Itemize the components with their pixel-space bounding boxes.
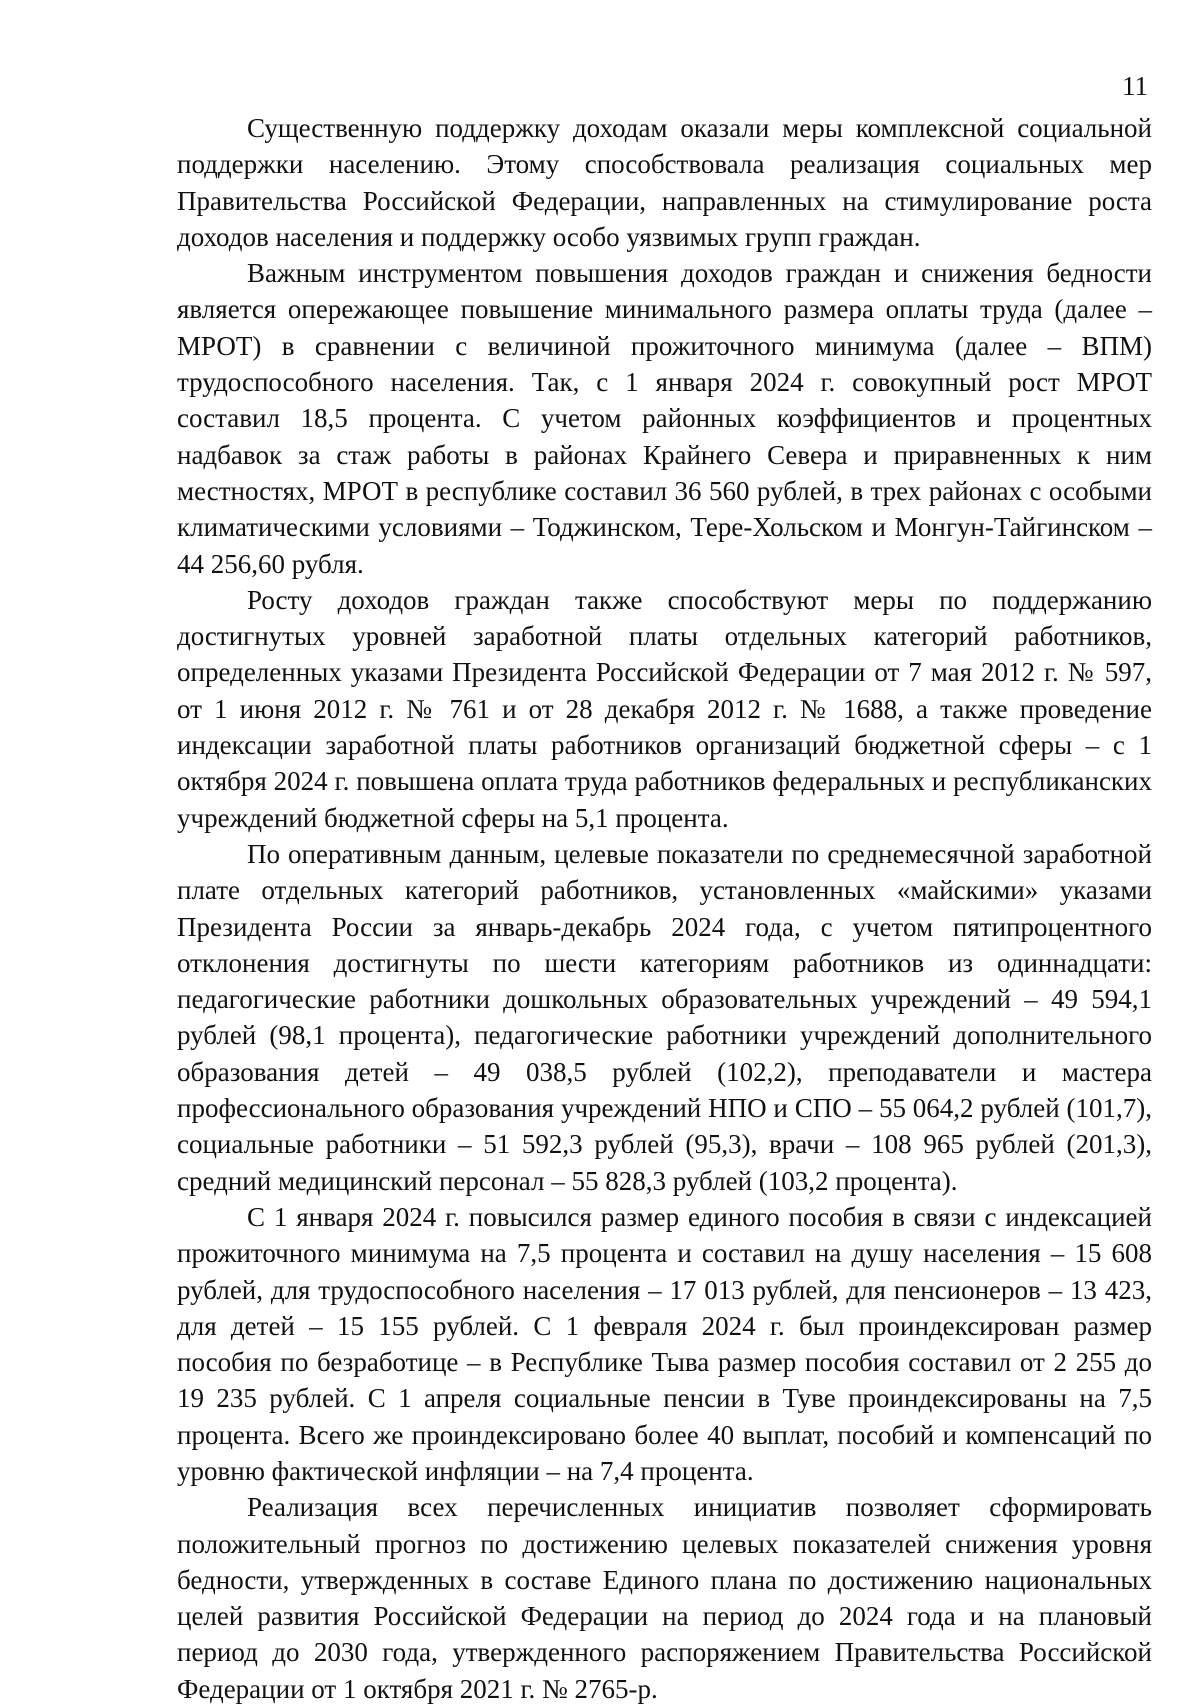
paragraph-income-support: Существенную поддержку доходам оказали меры комплексной социальной поддержки населению. Этому способствовала реализация социальных мер Правительства Российской Федерации, направленных на стимулирование роста доходов населения и поддержку особо уязвимых групп граждан.: [177, 113, 1152, 252]
paragraph-minimum-wage: Важным инструментом повышения доходов граждан и снижения бедности является опережающее повышение минимального размера оплаты труда (далее – МРОТ) в сравнении с величиной прожиточного минимума (далее – ВПМ) трудоспособного населения. Так, с 1 января 2024 г. совокупный рост МРОТ составил 18,5 процента. С учетом районных коэффициентов и процентных надбавок за стаж работы в районах Крайнего Севера и приравненных к ним местностях, МРОТ в республике составил 36 560 рублей, в трех районах с особыми климатическими условиями – Тоджинском, Тере-Хольском и Монгун-Тайгинском – 44 256,60 рубля.: [177, 258, 1152, 579]
paragraph-poverty-forecast: Реализация всех перечисленных инициатив позволяет сформировать положительный прогноз по достижению целевых показателей снижения уровня бедности, утвержденных в составе Единого плана по достижению национальных целей развития Российской Федерации на период до 2024 года и на плановый период до 2030 года, утвержденного распоряжением Правительства Российской Федерации от 1 октября 2021 г. № 2765-р.: [177, 1492, 1152, 1704]
paragraph-target-indicators: По оперативным данным, целевые показатели по среднемесячной заработной плате отдельных категорий работников, установленных «майскими» указами Президента России за январь-декабрь 2024 года, с учетом пятипроцентного отклонения достигнуты по шести категориям работников из одиннадцати: педагогические работники дошкольных образовательных учреждений – 49 594,1 рублей (98,1 процента), педагогические работники учреждений дополнительного образования детей – 49 038,5 рублей (102,2), преподаватели и мастера профессионального образования учреждений НПО и СПО – 55 064,2 рублей (101,7), социальные работники – 51 592,3 рублей (95,3), врачи – 108 965 рублей (201,3), средний медицинский персонал – 55 828,3 рублей (103,2 процента).: [177, 838, 1152, 1196]
paragraph-wage-levels: Росту доходов граждан также способствуют меры по поддержанию достигнутых уровней заработной платы отдельных категорий работников, определенных указами Президента Российской Федерации от 7 мая 2012 г. № 597, от 1 июня 2012 г. № 761 и от 28 декабря 2012 г. № 1688, а также проведение индексации заработной платы работников организаций бюджетной сферы – с 1 октября 2024 г. повышена оплата труда работников федеральных и республиканских учреждений бюджетной сферы на 5,1 процента.: [177, 584, 1152, 833]
paragraph-benefits-indexation: С 1 января 2024 г. повысился размер единого пособия в связи с индексацией прожиточного минимума на 7,5 процента и составил на душу населения – 15 608 рублей, для трудоспособного населения – 17 013 рублей, для пенсионеров – 13 423, для детей – 15 155 рублей. С 1 февраля 2024 г. был проиндексирован размер пособия по безработице – в Республике Тыва размер пособия составил от 2 255 до 19 235 рублей. С 1 апреля социальные пенсии в Туве проиндексированы на 7,5 процента. Всего же проиндексировано более 40 выплат, пособий и компенсаций по уровню фактической инфляции – на 7,4 процента.: [177, 1201, 1152, 1486]
document-body: [177, 110, 1152, 1707]
page-number: 11: [1122, 71, 1148, 101]
